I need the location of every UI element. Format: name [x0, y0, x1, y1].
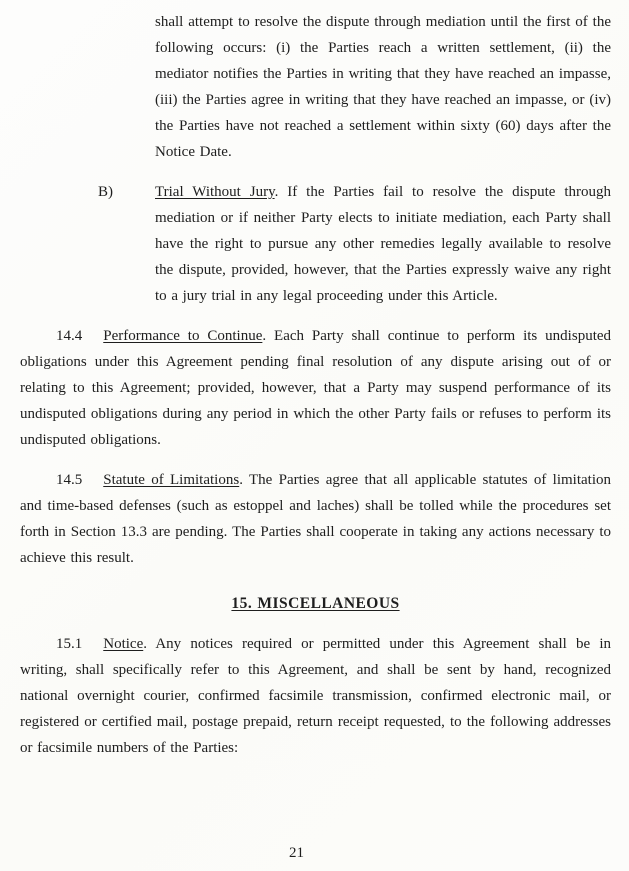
- clause-b-body: If the Parties fail to resolve the dispute through mediation or if neither Party elects to initiate mediation, each Party shall have the right to pursue any other remedies legally available to resolve the dispute, provided, however, that the Parties expressly waive any right to a jury trial in any legal proceeding under this Article.: [155, 184, 611, 304]
- section-14-4-body: Each Party shall continue to perform its undisputed obligations under this Agreement pending final resolution of any dispute arising out of or relating to this Agreement; provided, however, that a Party may suspend performance of its undisputed obligations during any period in which the other Party fails or refuses to perform its undisputed obligations.: [20, 328, 612, 448]
- section-15-1-separator: .: [143, 636, 156, 652]
- section-14-5-separator: .: [239, 472, 249, 488]
- section-15-1-title: Notice: [103, 636, 144, 652]
- continuation-paragraph: [155, 9, 611, 165]
- section-14-5-number: 14.5: [56, 472, 83, 488]
- section-14-4-paragraph: [20, 323, 611, 453]
- clause-b-title: Trial Without Jury: [155, 184, 275, 200]
- section-15-1-paragraph: [20, 631, 611, 761]
- continuation-text: shall attempt to resolve the dispute through mediation until the first of the following occurs: (i) the Parties reach a written settlement, (ii) the mediator notifies the Parties in writing that they have reached an impasse, (iii) the Parties agree in writing that they have reached an impasse, or (iv) the Parties have not reached a settlement within sixty (60) days after the Notice Date.: [155, 14, 611, 160]
- section-14-4-title: Performance to Continue: [103, 328, 263, 344]
- section-15-1-body: Any notices required or permitted under this Agreement shall be in writing, shall specifically refer to this Agreement, and shall be sent by hand, recognized national overnight courier, confirmed facsimile transmission, confirmed electronic mail, or registered or certified mail, postage prepaid, return receipt requested, to the following addresses or facsimile numbers of the Parties:: [20, 636, 611, 756]
- section-14-5-body: The Parties agree that all applicable statutes of limitation and time-based defenses (such as estoppel and laches) shall be tolled while the procedures set forth in Section 13.3 are pending. The Parties shall cooperate in taking any actions necessary to achieve this result.: [20, 472, 611, 566]
- clause-b-separator: .: [274, 184, 288, 200]
- clause-b-paragraph: [155, 179, 611, 309]
- section-14-5-paragraph: [20, 467, 611, 571]
- section-14-4-number: 14.4: [56, 328, 83, 344]
- article-15-heading: [20, 591, 611, 617]
- clause-b: [98, 179, 611, 309]
- page-number: 21: [289, 845, 304, 861]
- article-15-heading-text: 15. MISCELLANEOUS: [231, 595, 400, 612]
- section-14-4-separator: .: [262, 328, 275, 344]
- clause-b-label: B): [98, 184, 113, 200]
- section-15-1-number: 15.1: [56, 636, 83, 652]
- section-14-5-title: Statute of Limitations: [103, 472, 240, 488]
